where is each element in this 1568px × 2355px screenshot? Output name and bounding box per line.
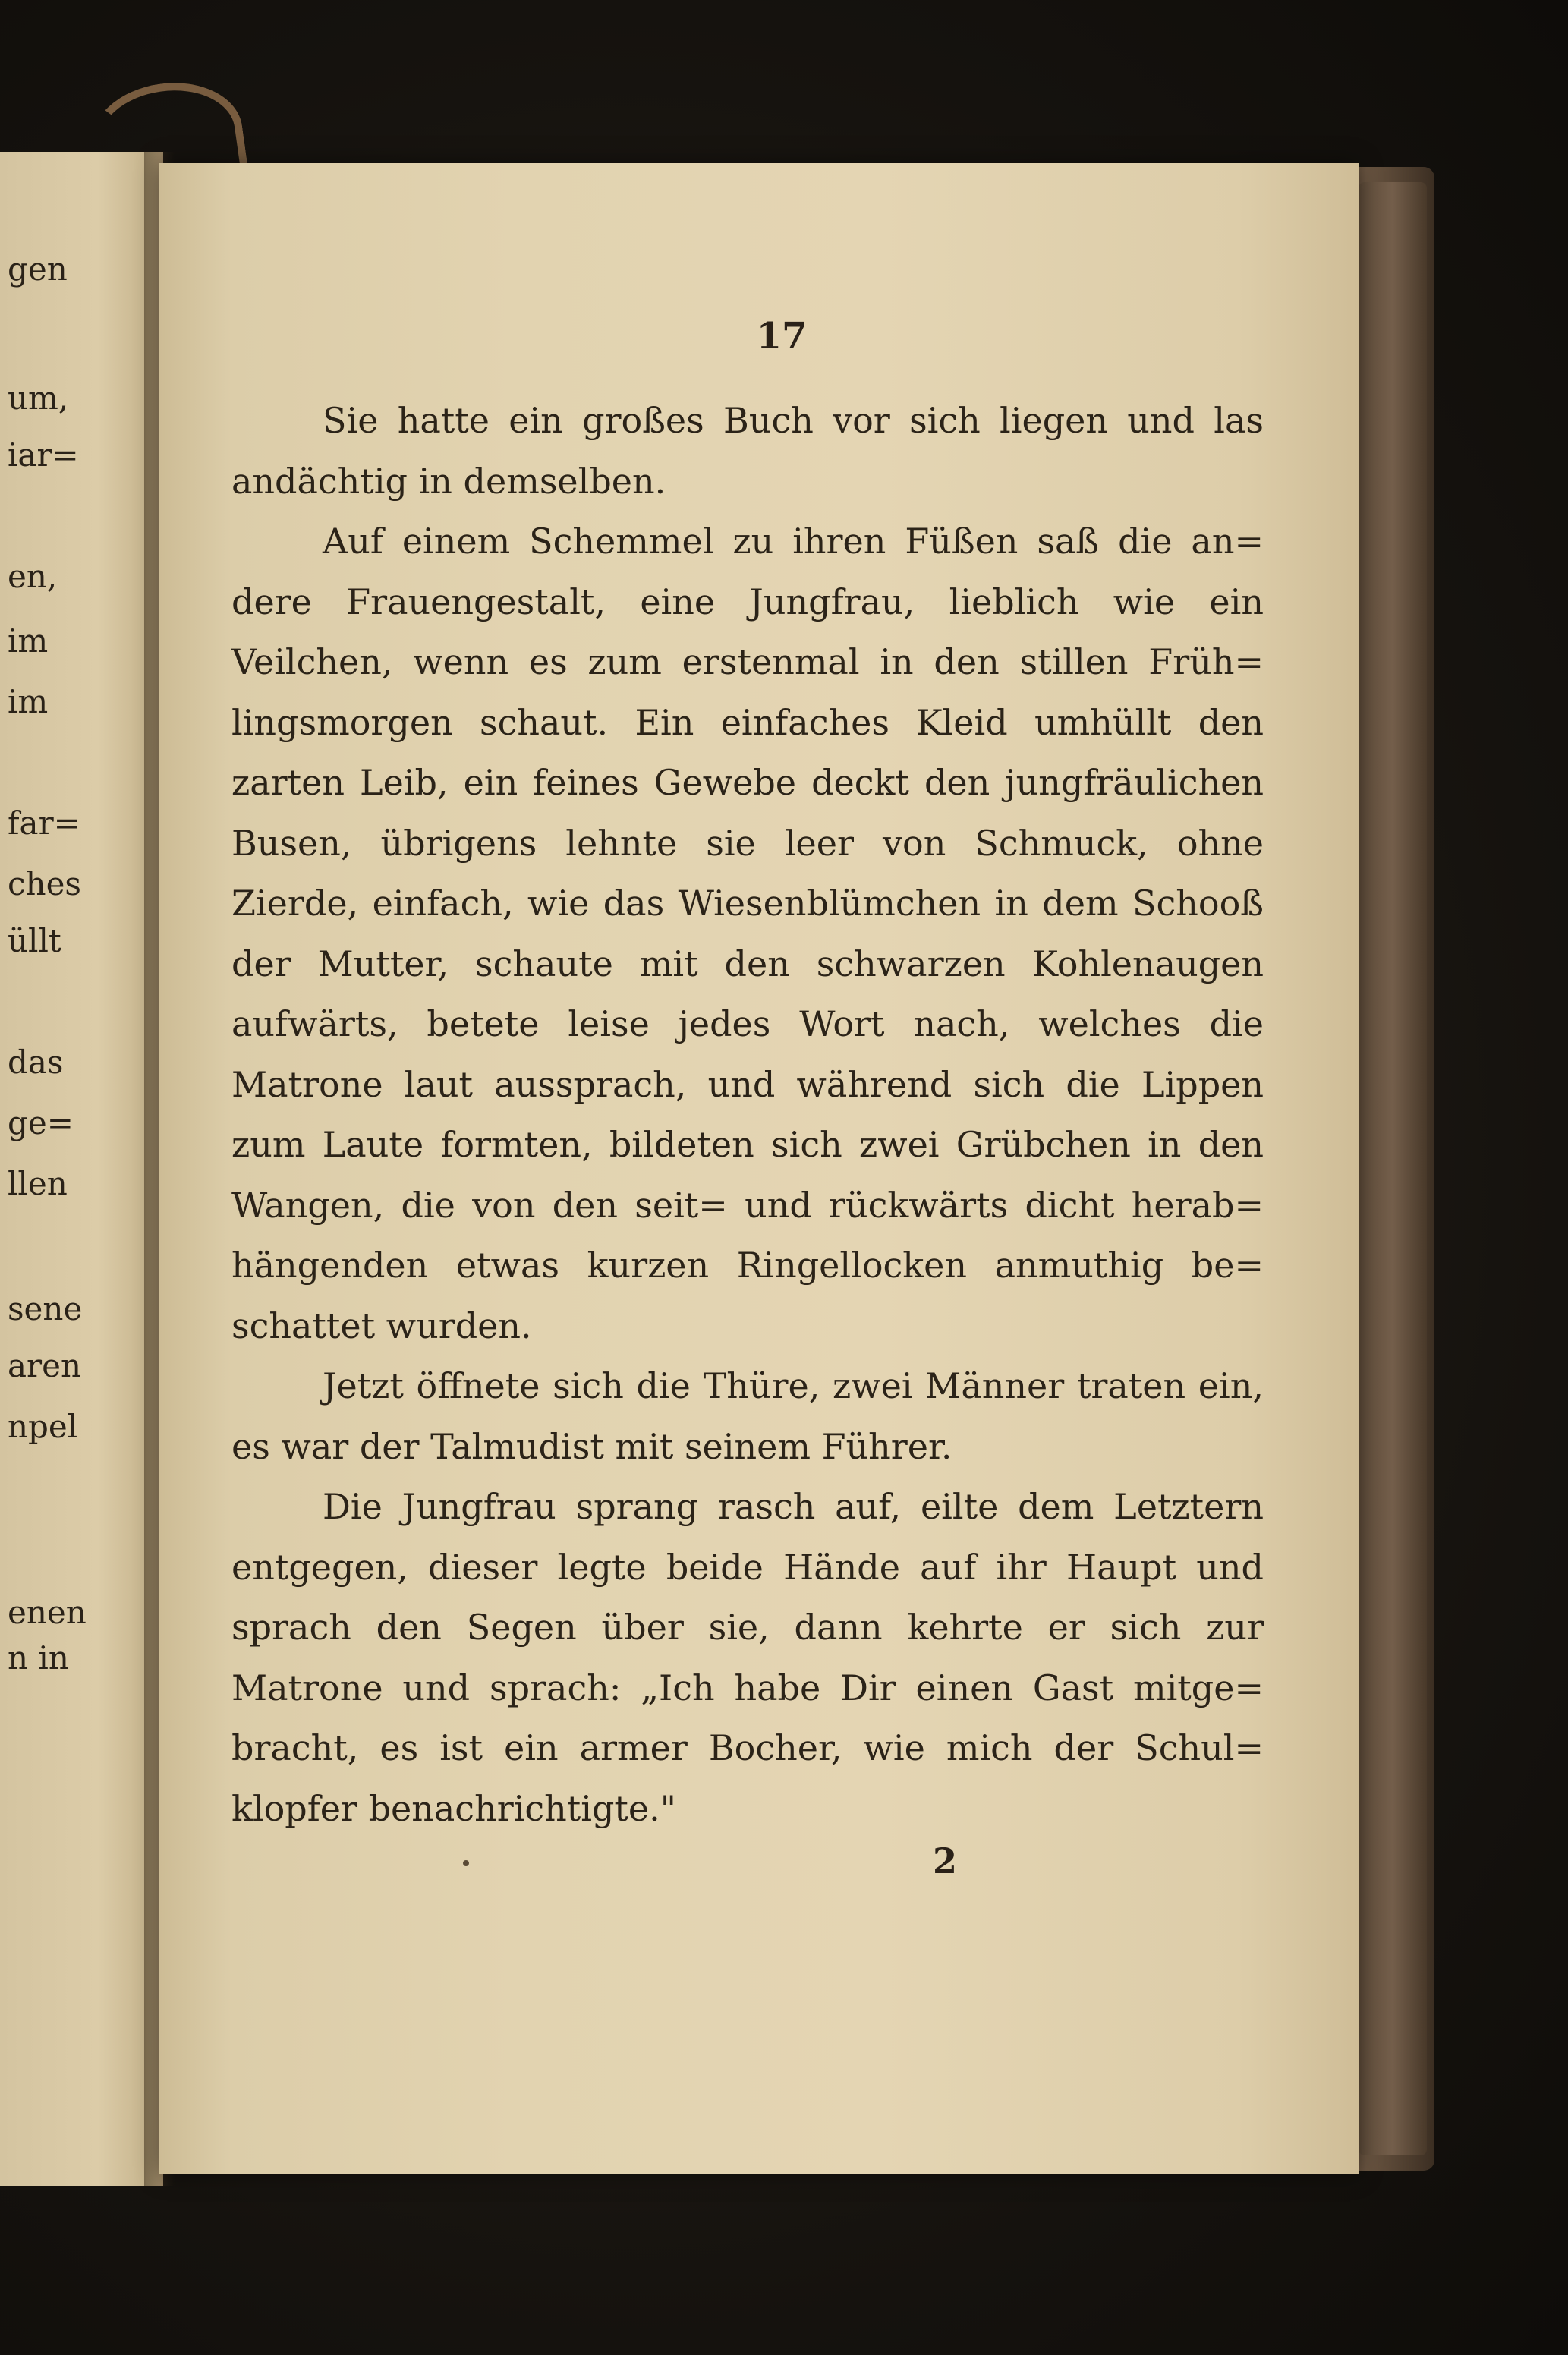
left-page-fragment-text: ches [8,865,81,902]
book-cover-edge [1359,182,1427,2155]
page-number: 17 [756,315,808,357]
left-page-fragment [0,1639,163,1685]
left-page-fragment [0,683,163,729]
right-page [159,163,1359,2174]
left-page-fragment-text: im [8,683,49,720]
left-page-fragment-text: gen [8,250,68,288]
paragraph-4: Die Jungfrau sprang rasch auf, eilte dem Letztern entgegen, dieser legte beide Hände auf ihr Haupt und sprach den Segen über sie, dann kehrte er sich zur Matrone und sprach: „Ich habe Dir einen Gast mitge= bracht, es ist ein armer Bocher, wie mich der Schul= klopfer benachrichtigte." [231,1486,1264,1829]
left-page-fragment [0,1104,163,1150]
left-page-fragment [0,1347,163,1393]
left-page-fragment-text: im [8,622,49,660]
left-page-fragment-text: das [8,1044,64,1081]
left-page-fragment-text: iar= [8,436,79,474]
left-page-fragment [0,622,163,668]
left-page-fragment [0,436,163,482]
left-page-fragment [0,558,163,603]
left-page-fragment [0,250,163,296]
left-page-fragment-text: um, [8,379,69,417]
left-page-fragment [0,1594,163,1639]
left-page-fragment-text: ge= [8,1104,74,1141]
left-page-fragment-text: n in [8,1639,69,1677]
page-body [231,391,1264,1839]
left-page-fragment [0,1165,163,1211]
left-page-fragment [0,865,163,911]
left-page-fragment [0,379,163,425]
left-page [0,152,163,2186]
left-page-fragment [0,1408,163,1453]
left-page-fragment-text: aren [8,1347,82,1384]
paragraph-3: Jetzt öffnete sich die Thüre, zwei Männer traten ein, es war der Talmudist mit seinem Führer. [231,1365,1264,1467]
left-page-fragment [0,922,163,968]
left-page-fragment-text: üllt [8,922,61,959]
left-page-fragment-text: llen [8,1165,68,1202]
left-page-fragment [0,804,163,850]
left-page-fragment-text: sene [8,1290,83,1327]
paragraph-2: Auf einem Schemmel zu ihren Füßen saß die an= dere Frauengestalt, eine Jungfrau, lieblich wie ein Veilchen, wenn es zum erstenmal in den stillen Früh= lingsmorgen schaut. Ein einfaches Kleid umhüllt den zarten Leib, ein feines Gewebe deckt den jungfräulichen Busen, übrigens lehnte sie leer von Schmuck, ohne Zierde, einfach, wie das Wiesenblümchen in dem Schooß der Mutter, schaute mit den schwarzen Kohlenaugen aufwärts, betete leise jedes Wort nach, welches die Matrone laut aussprach, und während sich die Lippen zum Laute formten, bildeten sich zwei Grübchen in den Wangen, die von den seit= und rückwärts dicht herab= hängenden etwas kurzen Ringellocken anmuthig be= schattet wurden. [231,521,1264,1346]
left-page-fragment-text: far= [8,804,80,842]
left-page-fragment-text: npel [8,1408,78,1445]
left-page-fragment [0,1044,163,1089]
signature-mark: 2 [932,1840,957,1881]
left-page-fragment [0,1290,163,1336]
paragraph-1: Sie hatte ein großes Buch vor sich liegen und las andächtig in demselben. [231,400,1264,502]
left-page-fragment-text: enen [8,1594,87,1631]
left-page-fragment-text: en, [8,558,58,595]
